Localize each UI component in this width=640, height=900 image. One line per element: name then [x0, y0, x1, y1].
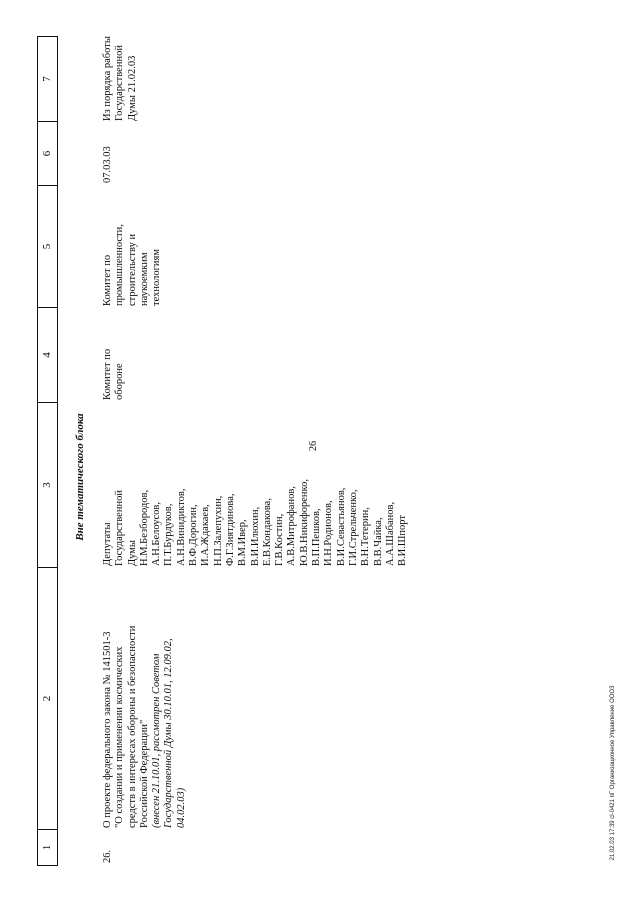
bill-title-line: Российской Федерации" — [138, 719, 150, 828]
author-line: Ю.В.Никифоренко, — [298, 479, 310, 566]
rotated-table-page — [37, 36, 597, 866]
author-line: Думы — [126, 540, 138, 566]
lead-committee — [102, 310, 127, 400]
co-committee-line: промышленности, — [114, 224, 126, 306]
header-col-5: 5 — [38, 186, 57, 308]
bill-title-line: средств в интересах обороны и безопасности — [126, 625, 138, 828]
lead-committee-line: обороне — [114, 363, 126, 400]
author-line: В.И.Илюхин, — [249, 506, 261, 566]
bill-authors — [102, 406, 409, 566]
author-line: Депутаты — [102, 522, 113, 566]
section-title: Вне тематического блока — [74, 413, 86, 541]
author-line: Е.В.Кондакова, — [261, 498, 273, 566]
co-committee-line: Комитет по — [102, 254, 113, 306]
bill-note-line: (внесен 21.10.01, рассмотрен Советом — [151, 653, 163, 828]
author-line: И.А.Ждакаев, — [200, 504, 212, 566]
co-committee-line: строительству и — [126, 233, 138, 306]
author-line: Г.В.Костин, — [274, 513, 286, 566]
author-line: В.П.Пешков, — [311, 508, 323, 566]
header-col-2: 2 — [38, 568, 57, 830]
page-number: 26 — [308, 441, 319, 451]
bill-note-line: 04.02.03) — [175, 787, 187, 828]
author-line: А.В.Митрофанов, — [286, 486, 298, 566]
basis — [102, 36, 139, 121]
bill-title-line: "О создании и применении космических — [114, 646, 126, 828]
bill-description — [102, 625, 188, 828]
lead-committee-line: Комитет по — [102, 348, 113, 400]
deadline-date: 07.03.03 — [102, 146, 113, 183]
fax-footer: 21.02.03 17:39 cl-0421 пГ Организационное Управление ООО3 — [610, 685, 616, 861]
author-line: В.И.Шпорт — [397, 515, 409, 566]
header-col-3: 3 — [38, 403, 57, 568]
author-line: В.И.Севастьянов, — [335, 487, 347, 566]
author-line: А.Н.Белоусов, — [151, 502, 163, 566]
bill-note-line: Государственной Думы 30.10.01, 12.09.02, — [163, 638, 175, 828]
header-col-1: 1 — [41, 844, 53, 851]
author-line: В.В.Чайка, — [372, 517, 384, 566]
author-line: Ф.Г.Зиятдинова, — [224, 493, 236, 566]
basis-line: Думы 21.02.03 — [126, 55, 138, 121]
table-header-row — [37, 36, 58, 866]
author-line: И.Н.Родионов, — [323, 500, 335, 566]
author-line: Г.И.Стрельченко, — [347, 489, 359, 566]
author-line: В.М.Ивер, — [237, 519, 249, 566]
row-number: 26. — [102, 849, 113, 863]
basis-line: Из порядка работы — [102, 36, 113, 121]
header-col-6: 6 — [38, 122, 57, 186]
author-line: А.А.Шабанов, — [384, 501, 396, 566]
co-executor-committee — [102, 191, 163, 306]
author-line: А.Н.Винидиктов, — [175, 488, 187, 566]
author-line: В.Н.Тетерин, — [360, 507, 372, 566]
basis-line: Государственной — [114, 45, 126, 121]
author-line: Государственной — [114, 490, 126, 566]
co-committee-line: наукоемким — [138, 252, 150, 306]
co-committee-line: технологиям — [151, 249, 163, 306]
author-line: Н.М.Безбородов, — [138, 489, 150, 566]
author-line: П.Т.Бурдуков, — [163, 503, 175, 566]
bill-title-line: О проекте федерального закона № 141501-3 — [102, 631, 113, 828]
author-line: Н.П.Залепухин, — [212, 495, 224, 566]
header-col-7: 7 — [38, 37, 57, 122]
author-line: В.Ф.Дорогин, — [188, 504, 200, 566]
header-col-4: 4 — [38, 308, 57, 403]
